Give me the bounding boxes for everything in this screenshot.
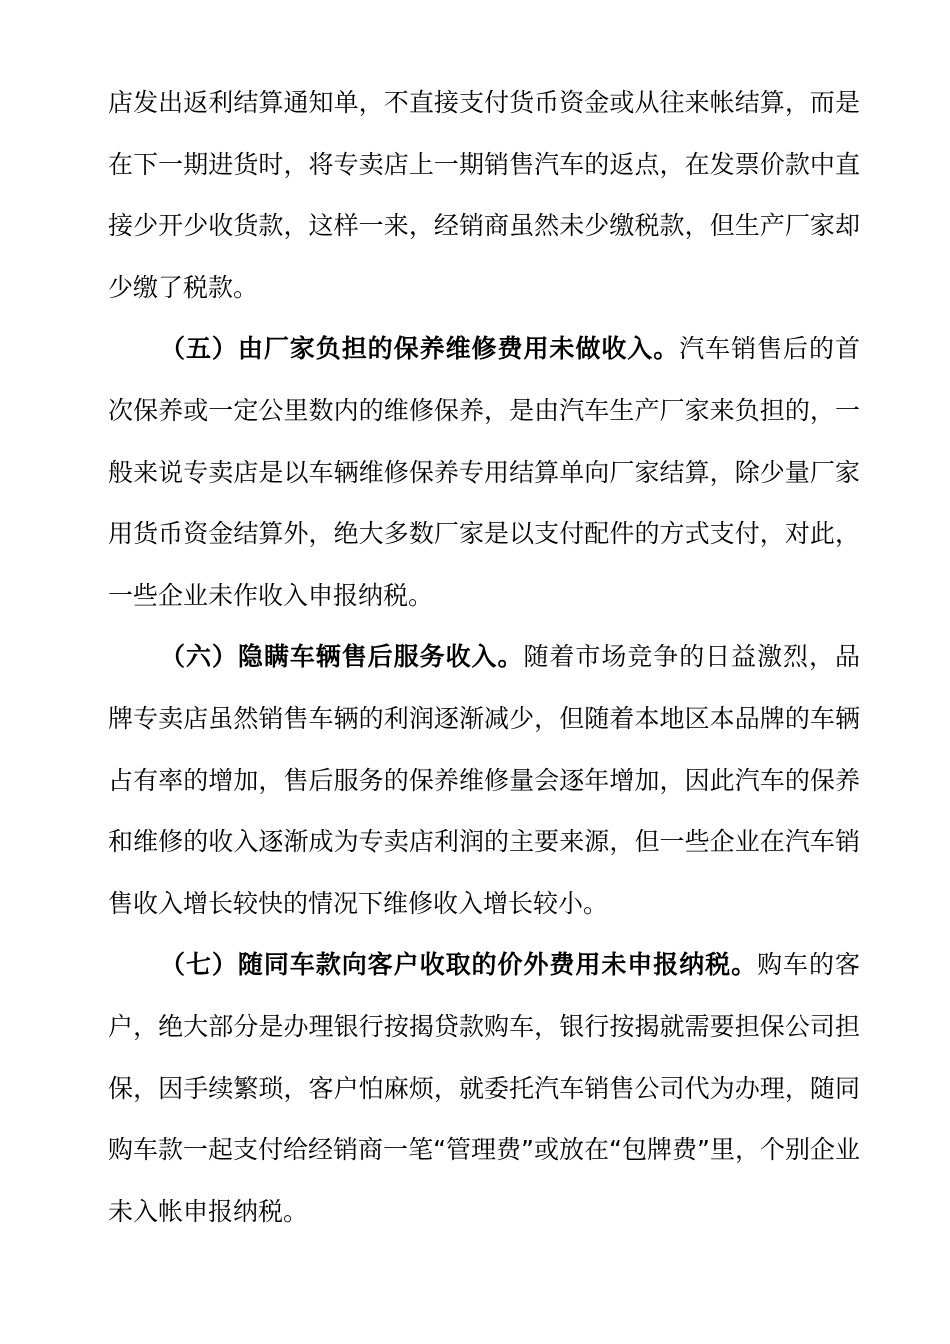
paragraph-body: 购车的客户，绝大部分是办理银行按揭贷款购车，银行按揭就需要担保公司担保，因手续繁琐，客户怕麻烦，就委托汽车销售公司代为办理，随同购车款一起支付给经销商一笔“管理费”或放在“包牌费”里，个别企业未入帐申报纳税。 bbox=[108, 950, 860, 1226]
paragraph-body: 店发出返利结算通知单，不直接支付货币资金或从往来帐结算，而是在下一期进货时，将专卖店上一期销售汽车的返点，在发票价款中直接少开少收货款，这样一来，经销商虽然未少缴税款，但生产厂家却少缴了税款。 bbox=[108, 88, 860, 302]
paragraph-body: 随着市场竞争的日益激烈，品牌专卖店虽然销售车辆的利润逐渐减少，但随着本地区本品牌的车辆占有率的增加，售后服务的保养维修量会逐年增加，因此汽车的保养和维修的收入逐渐成为专卖店利润的主要来源，但一些企业在汽车销售收入增长较快的情况下维修收入增长较小。 bbox=[108, 642, 860, 918]
section-heading: （六）隐瞒车辆售后服务收入。 bbox=[160, 642, 524, 672]
paragraph-body: 汽车销售后的首次保养或一定公里数内的维修保养，是由汽车生产厂家来负担的，一般来说专卖店是以车辆维修保养专用结算单向厂家结算，除少量厂家用货币资金结算外，绝大多数厂家是以支付配件的方式支付，对此，一些企业未作收入申报纳税。 bbox=[108, 334, 860, 610]
paragraph-continuation bbox=[108, 72, 860, 318]
paragraph-section-5 bbox=[108, 318, 860, 626]
paragraph-section-6 bbox=[108, 626, 860, 934]
paragraph-section-7 bbox=[108, 934, 860, 1242]
document-page bbox=[108, 72, 860, 1242]
section-heading: （五）由厂家负担的保养维修费用未做收入。 bbox=[160, 334, 680, 364]
section-heading: （七）随同车款向客户收取的价外费用未申报纳税。 bbox=[160, 950, 758, 980]
